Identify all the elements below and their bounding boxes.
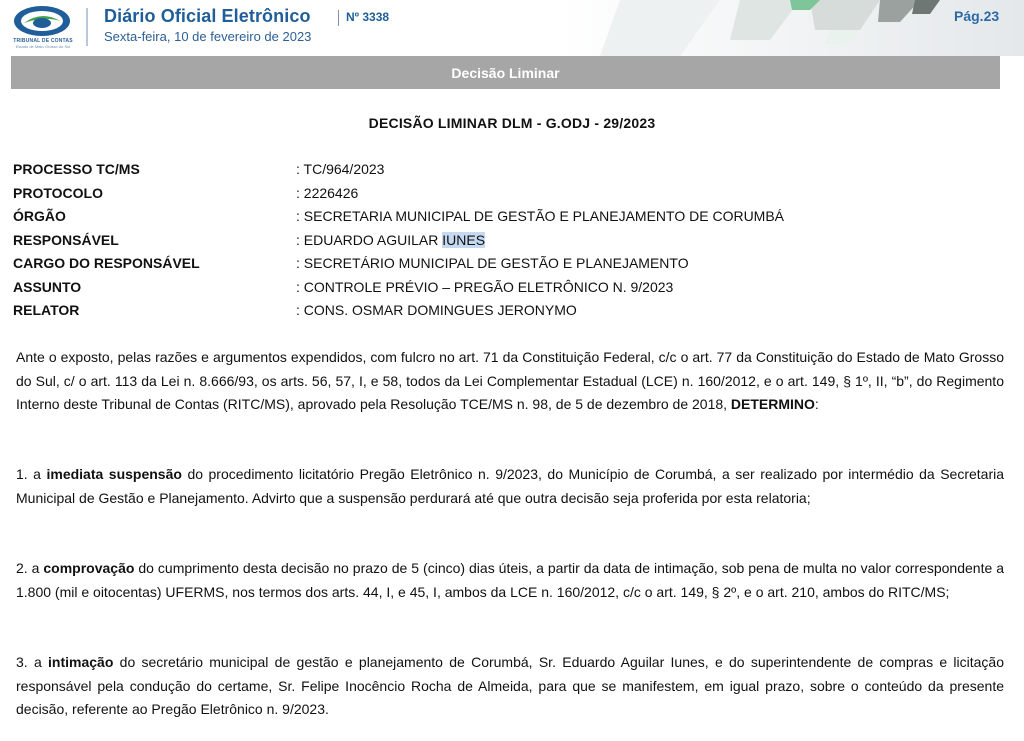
determination-item-1: [16, 463, 1004, 510]
intro-tail: :: [814, 396, 819, 412]
field-row-processo: [13, 161, 1013, 185]
highlighted-text[interactable]: IUNES: [442, 231, 486, 248]
item-text: do cumprimento desta decisão no prazo de 5 (cinco) dias úteis, a partir da data de intimação, sob pena de multa no valor correspondente a 1.800 (mil e oitocentas) UFERMS, nos termos dos arts. 44, I, e 45, I, ambos da LCE n. 160/2012, c/c o art. 149, § 2º, e o art. 210, ambos do RITC/MS;: [16, 560, 1004, 600]
item-bold: comprovação: [43, 560, 135, 576]
issue-number: Nº 3338: [346, 10, 390, 24]
item-prefix: 2. a: [16, 560, 44, 576]
section-bar: [11, 56, 1000, 89]
field-row-responsavel: [13, 232, 1013, 256]
field-value-text: : EDUARDO AGUILAR: [296, 231, 443, 248]
field-value: : SECRETÁRIO MUNICIPAL DE GESTÃO E PLANEJAMENTO: [296, 255, 689, 271]
determination-item-3: [16, 651, 1004, 722]
intro-paragraph: [16, 346, 1004, 417]
field-value: : 2226426: [296, 184, 359, 201]
intro-bold: DETERMINO: [730, 396, 815, 412]
field-label: CARGO DO RESPONSÁVEL: [13, 255, 200, 271]
field-value: : SECRETARIA MUNICIPAL DE GESTÃO E PLANEJAMENTO DE CORUMBÁ: [296, 208, 785, 224]
item-text: do secretário municipal de gestão e planejamento de Corumbá, Sr. Eduardo Aguilar Iunes, e do superintendente de compras e licitação responsável pela condução do certame, Sr. Felipe Inocêncio Rocha de Almeida, para que se manifestem, em igual prazo, sobre o conteúdo da presente decisão, referente ao Pregão Eletrônico n. 9/2023.: [16, 654, 1004, 717]
determination-item-2: [16, 557, 1004, 604]
field-row-assunto: [13, 279, 1013, 303]
logo-subcaption: Estado de Mato Grosso do Sul: [15, 44, 71, 49]
item-bold: intimação: [48, 654, 114, 670]
field-row-cargo: [13, 255, 1013, 279]
field-value: : TC/964/2023: [296, 161, 385, 177]
decision-title: DECISÃO LIMINAR DLM - G.ODJ - 29/2023: [368, 115, 656, 131]
journal-title: Diário Oficial Eletrônico: [104, 6, 311, 26]
page-number: Pág.23: [954, 8, 1000, 24]
item-text: do procedimento licitatório Pregão Eletrônico n. 9/2023, do Município de Corumbá, a ser realizado por intermédio da Secretaria Municipal de Gestão e Planejamento. Advirto que a suspensão perdurará até que outra decisão seja proferida por esta relatoria;: [16, 466, 1005, 506]
field-label: PROCESSO TC/MS: [13, 161, 140, 177]
field-value: : CONS. OSMAR DOMINGUES JERONYMO: [296, 302, 577, 318]
issue-divider: [338, 10, 339, 26]
field-row-orgao: [13, 208, 1013, 232]
field-label: ÓRGÃO: [13, 208, 66, 224]
field-label: RESPONSÁVEL: [13, 231, 119, 248]
field-row-protocolo: [13, 185, 1013, 209]
page-header: [0, 0, 1024, 56]
header-divider: [86, 8, 88, 46]
item-bold: imediata suspensão: [46, 466, 182, 482]
publication-date: Sexta-feira, 10 de fevereiro de 2023: [104, 29, 312, 44]
field-label: RELATOR: [13, 302, 80, 318]
field-value: : CONTROLE PRÉVIO – PREGÃO ELETRÔNICO N. 9/2023: [296, 278, 674, 295]
intro-text: Ante o exposto, pelas razões e argumentos expendidos, com fulcro no art. 71 da Constituição Federal, c/c o art. 77 da Constituição do Estado de Mato Grosso do Sul, c/ o art. 113 da Lei n. 8.666/93, os arts. 56, 57, I, e 58, todos da Lei Complementar Estadual (LCE) n. 160/2012, e o art. 149, § 1º, II, “b”, do Regimento Interno deste Tribunal de Contas (RITC/MS), aprovado pela Resolução TCE/MS n. 98, de 5 de dezembro de 2018,: [16, 349, 1004, 412]
item-prefix: 3. a: [16, 654, 49, 670]
logo-caption: TRIBUNAL DE CONTAS: [13, 38, 73, 44]
field-row-relator: [13, 302, 1013, 326]
field-value: [296, 232, 485, 248]
item-prefix: 1. a: [16, 466, 47, 482]
field-label: PROTOCOLO: [13, 184, 103, 201]
process-fields: [13, 161, 1013, 326]
field-label: ASSUNTO: [13, 278, 82, 295]
section-title: Decisão Liminar: [451, 65, 560, 81]
